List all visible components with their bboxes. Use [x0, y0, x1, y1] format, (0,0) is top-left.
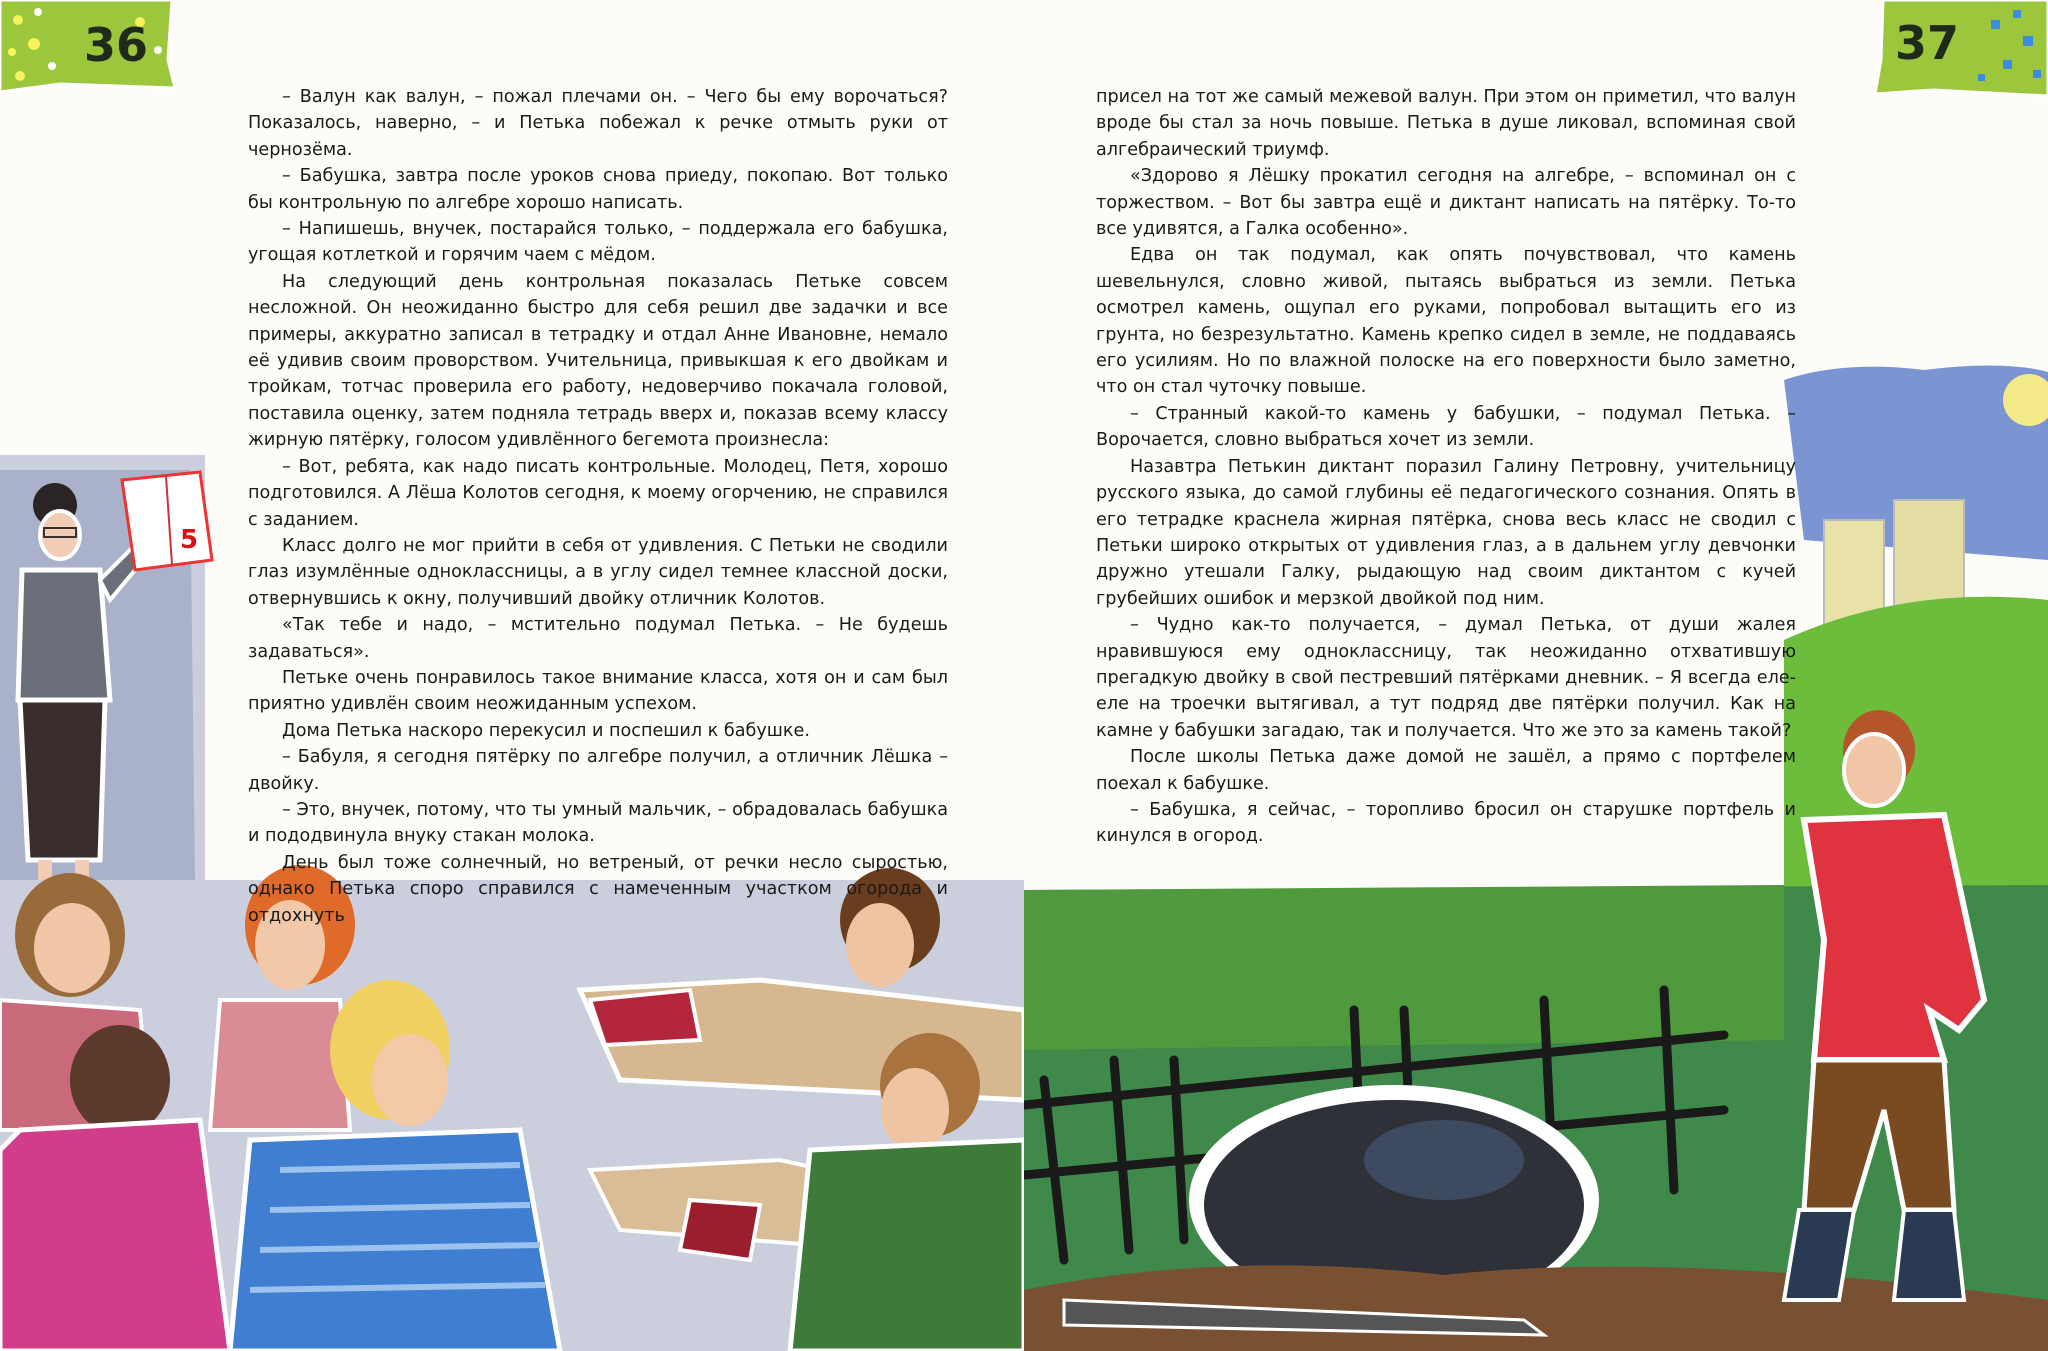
paragraph: Едва он так подумал, как опять почувствовал, что камень шевельнулся, словно живой, пытаясь выбраться из земли. Петька осмотрел камень, ощупал его руками, попробовал вытащить его из грунта, но безрезультатно. Камень крепко сидел в земле, не поддаваясь его усилиям. Но по влажной полоске на его поверхности было заметно, что он стал чуточку повыше. [1096, 245, 1796, 398]
paragraph: «Так тебе и надо, – мстительно подумал Петька. – Не будешь задаваться». [248, 615, 948, 662]
paragraph: Петьке очень понравилось такое внимание класса, хотя он и сам был приятно удивлён своим неожиданным успехом. [248, 667, 948, 715]
paragraph: присел на тот же самый межевой валун. При этом он приметил, что валун вроде бы стал за ночь повыше. Петька в душе ликовал, вспоминая свой алгебраический триумф. [1096, 87, 1796, 160]
paragraph: – Это, внучек, потому, что ты умный мальчик, – обрадовалась бабушка и пододвинула внуку стакан молока. [248, 799, 948, 847]
paragraph: – Напишешь, внучек, постарайся только, – поддержала его бабушка, угощая котлеткой и горячим чаем с мёдом. [248, 219, 948, 266]
page-number-left: 36 [84, 18, 149, 72]
paragraph: – Странный какой-то камень у бабушки, – подумал Петька. – Ворочается, словно выбраться хочет из земли. [1096, 403, 1796, 451]
paragraph: – Валун как валун, – пожал плечами он. – Чего бы ему ворочаться? Показалось, наверно, – и Петька побежал к речке отмыть руки от чернозёма. [248, 87, 948, 160]
notebook-grade: 5 [180, 525, 199, 555]
paragraph: – Бабушка, завтра после уроков снова приеду, покопаю. Вот только бы контрольную по алгебре хорошо написать. [248, 166, 948, 213]
paragraph: – Бабуля, я сегодня пятёрку по алгебре получил, а отличник Лёшка – двойку. [248, 747, 948, 794]
paragraph: День был тоже солнечный, но ветреный, от речки несло сыростью, однако Петька споро справился с намеченным участком огорода и отдохнуть [248, 852, 948, 926]
paragraph: На следующий день контрольная показалась Петьке совсем несложной. Он неожиданно быстро для себя решил две задачки и все примеры, аккуратно записал в тетрадку и отдал Анне Ивановне, немало её удивив своим проворством. Учительница, привыкшая к его двойкам и тройкам, тотчас проверила его работу, недоверчиво покачала головой, поставила оценку, затем подняла тетрадь вверх и, показав всему классу жирную пятёрку, голосом удивлённого бегемота произнесла: [248, 271, 948, 451]
right-page-text [1096, 84, 1796, 850]
paragraph: Дома Петька наскоро перекусил и поспешил к бабушке. [282, 720, 810, 741]
paragraph: Назавтра Петькин диктант поразил Галину Петровну, учительницу русского языка, до самой глубины её педагогического сознания. Опять в его тетрадке краснела жирная пятёрка, снова весь класс не сводил с Петьки широко открытых от удивления глаз, а в дальнем углу девчонки дружно утешали Галку, рыдающую над своим диктантом с кучей грубейших ошибок и мерзкой двойкой под ним. [1096, 456, 1796, 609]
paragraph: – Бабушка, я сейчас, – торопливо бросил он старушке портфель и кинулся в огород. [1096, 799, 1796, 847]
paragraph: Класс долго не мог прийти в себя от удивления. С Петьки не сводили глаз изумлённые одноклассницы, а в углу сидел темнее классной доски, отвернувшись к окну, получивший двойку отличник Колотов. [248, 535, 948, 609]
graded-notebook [122, 472, 212, 570]
page-number-right: 37 [1895, 16, 1960, 70]
page-number-badge-right [1873, 0, 2048, 100]
paragraph: «Здорово я Лёшку прокатил сегодня на алгебре, – вспоминал он с торжеством. – Вот бы завтра ещё и диктант написать на пятёрку. То-то все удивятся, а Галка особенно». [1096, 166, 1796, 240]
paragraph: – Чудно как-то получается, – думал Петька, от души жалея нравившуюся ему одноклассницу, так неожиданно отхватившую прегадкую двойку в свой пестревший пятёрками дневник. – Я всегда еле-еле на троечки вытягивал, а тут подряд две пятёрки получил. Как на камне у бабушки загадаю, так и получается. Что же это за камень такой? [1096, 615, 1796, 741]
page-number-badge-left [0, 0, 175, 100]
paragraph: После школы Петька даже домой не зашёл, а прямо с портфелем поехал к бабушке. [1096, 747, 1796, 794]
left-page-text [248, 84, 948, 929]
paragraph: – Вот, ребята, как надо писать контрольные. Молодец, Петя, хорошо подготовился. А Лёша Колотов сегодня, к моему огорчению, не справился с заданием. [248, 456, 948, 530]
